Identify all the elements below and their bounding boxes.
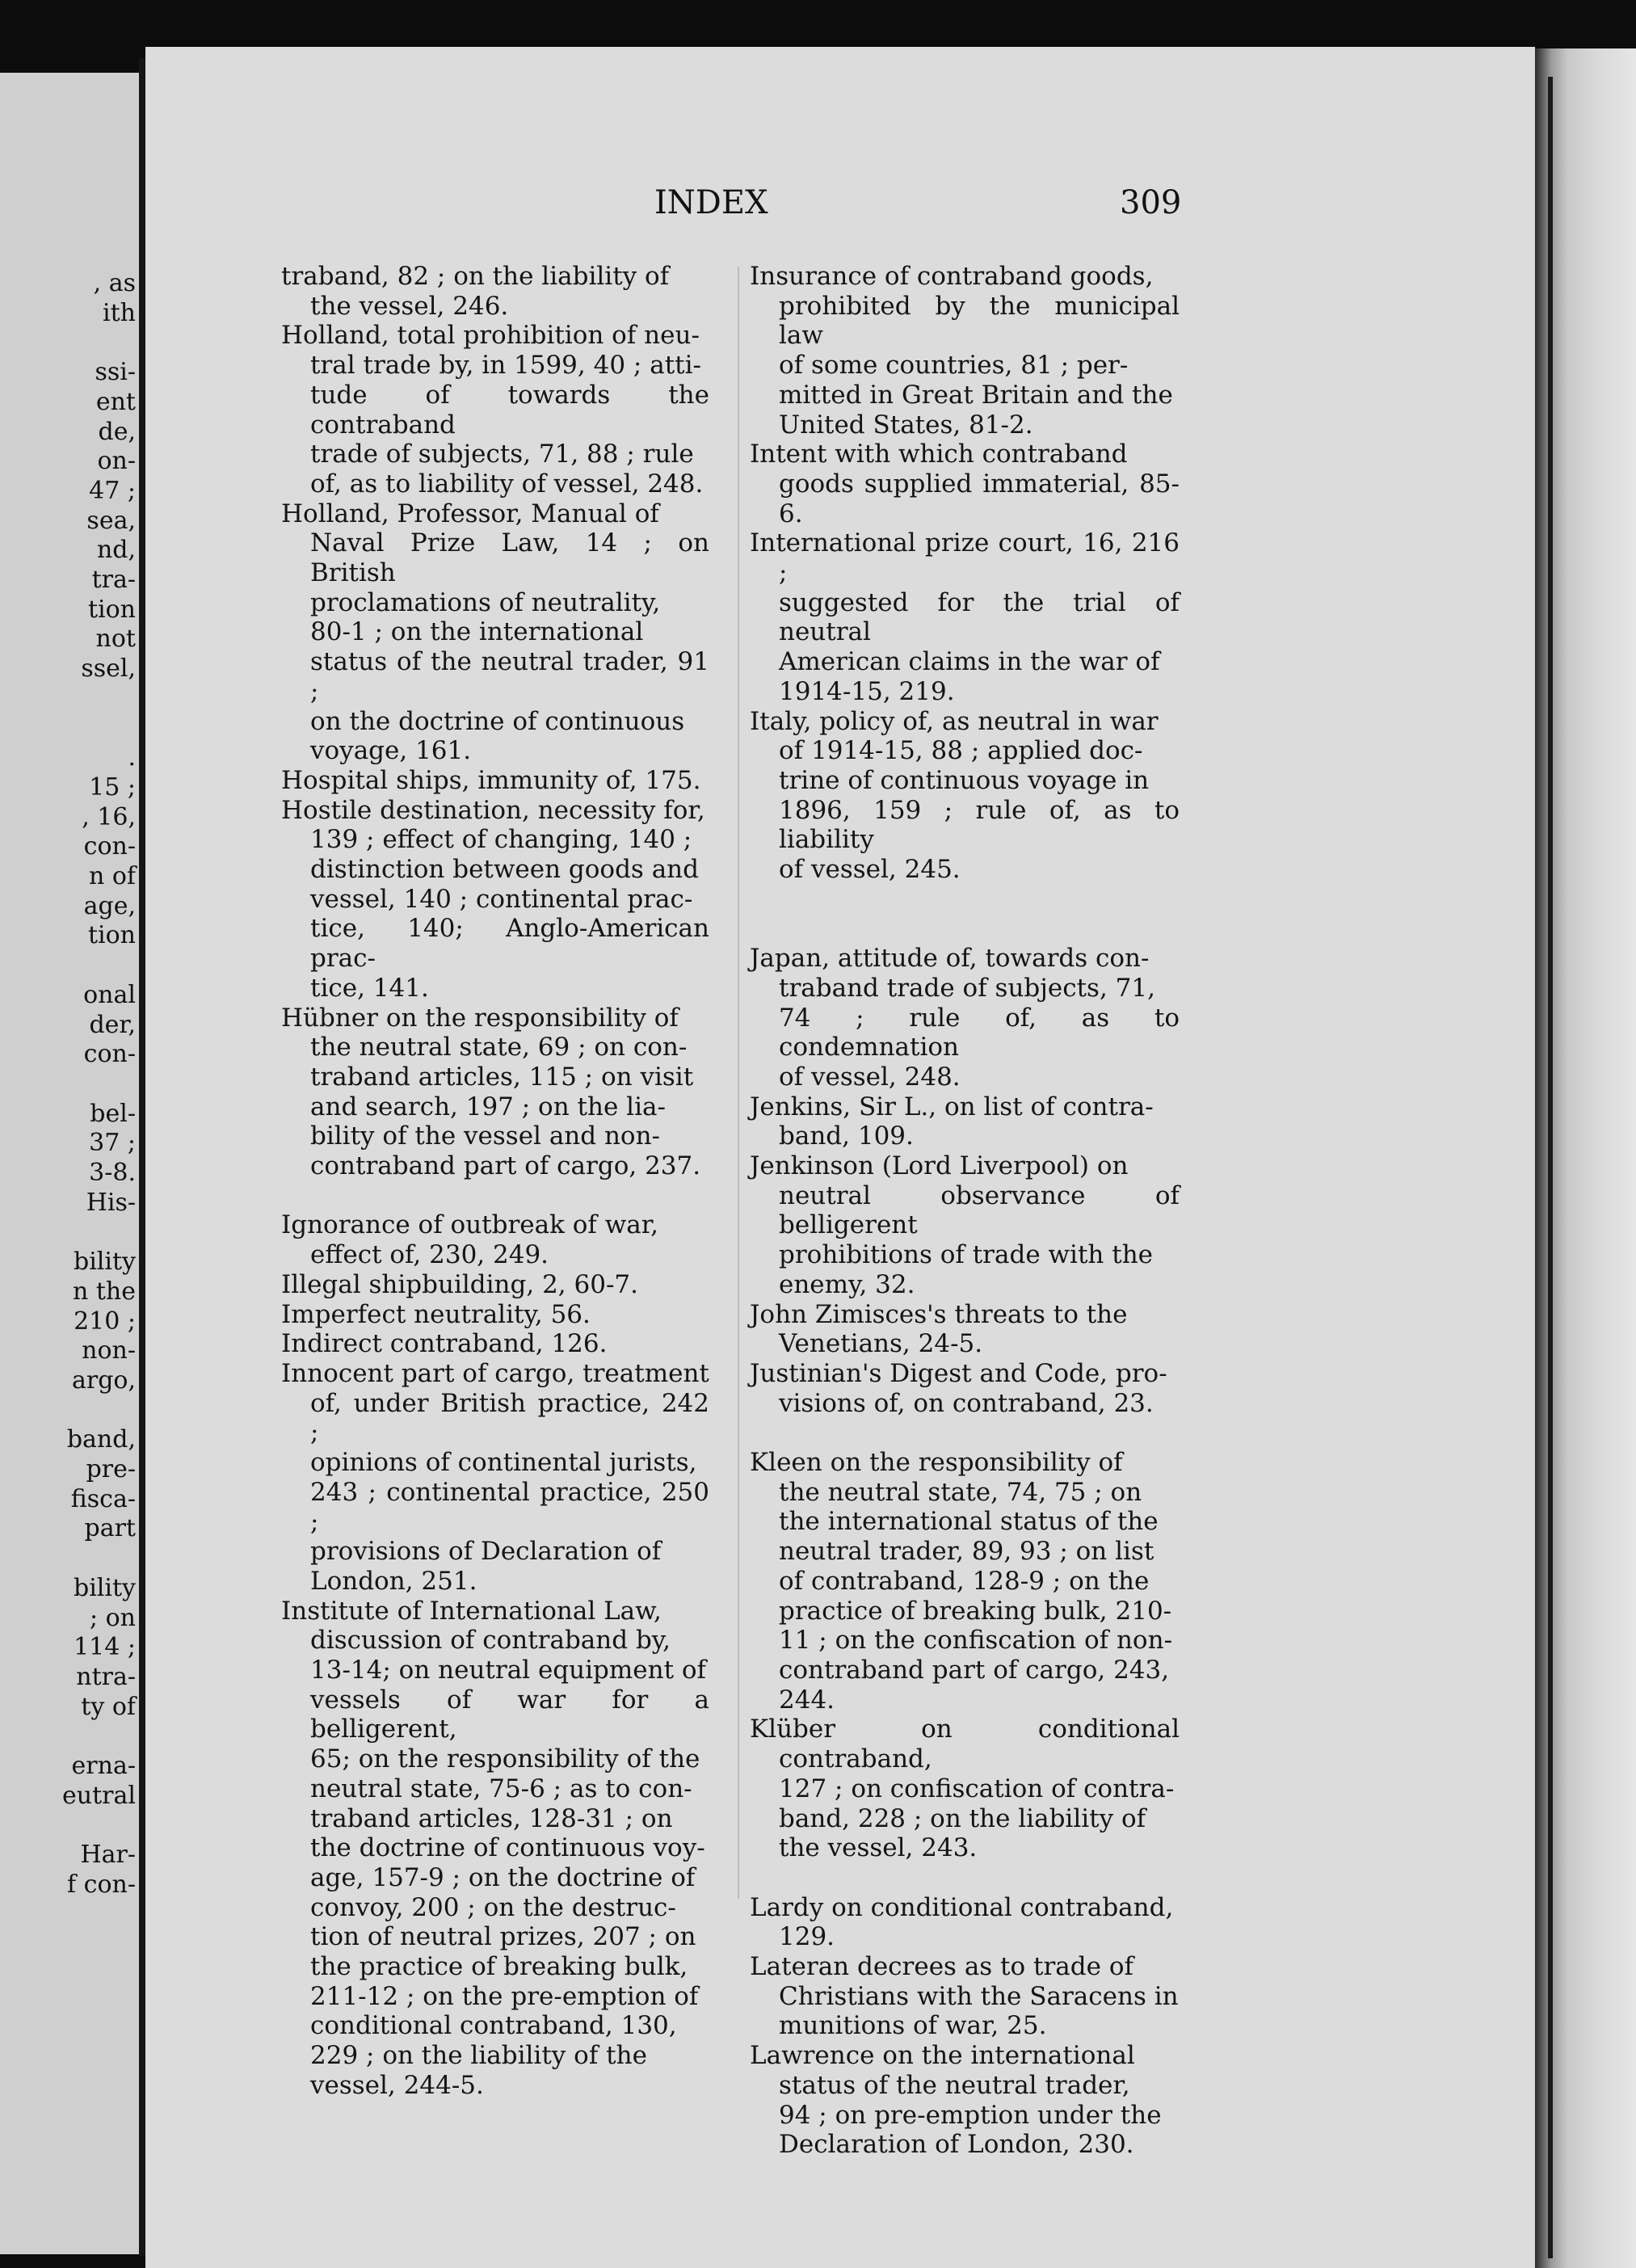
facing-page-line: 114 ;	[74, 1633, 136, 1662]
facing-page-line: de,	[98, 417, 136, 446]
facing-page-line: ntra-	[76, 1662, 136, 1691]
facing-page-line: f con-	[67, 1870, 136, 1899]
index-entry: Holland, total prohibition of neu- tral trade by, in 1599, 40 ; atti- tude of towards the contraband trade of subjects, 71, 88 ; rule of, as to liability of vessel, 248.	[281, 321, 709, 499]
index-entry: Hostile destination, necessity for, 139 ; effect of changing, 140 ; distinction between goods and vessel, 140 ; continental prac- tice, 140; Anglo-American prac- tice, 141.	[281, 795, 709, 1003]
book-gutter	[139, 58, 145, 2256]
facing-page-line: ith	[103, 298, 136, 327]
index-entry: Lateran decrees as to trade of Christians with the Saracens in munitions of war, 25.	[750, 1952, 1179, 2041]
section-gap	[750, 914, 1180, 944]
index-entry: Japan, attitude of, towards con- traband trade of subjects, 71, 74 ; rule of, as to condemnation of vessel, 248.	[750, 944, 1180, 1092]
index-entry: John Zimisces's threats to the Venetians, 24-5.	[750, 1299, 1128, 1359]
index-entry: Jenkinson (Lord Liverpool) on neutral observance of belligerent prohibitions of trade with the enemy, 32.	[750, 1151, 1180, 1299]
page-title: INDEX	[654, 184, 768, 221]
facing-page-line: ; on	[89, 1603, 136, 1632]
index-entry: Indirect contraband, 126.	[281, 1329, 608, 1359]
facing-page-line: fisca-	[70, 1484, 136, 1513]
facing-page-line: tra-	[91, 566, 136, 594]
facing-page-line: bility	[74, 1573, 136, 1602]
column-divider	[738, 267, 739, 1899]
facing-page-line: sea,	[86, 506, 136, 535]
facing-page-line: eutral	[62, 1781, 136, 1810]
facing-page-line: n of	[88, 862, 136, 890]
facing-page-line: n the	[73, 1277, 136, 1306]
facing-page-line: His-	[86, 1188, 136, 1217]
section-gap	[750, 885, 1180, 915]
index-entry: Hospital ships, immunity of, 175.	[281, 765, 701, 795]
facing-page-line: 210 ;	[74, 1307, 136, 1336]
index-entry: Intent with which contraband goods supplied immaterial, 85-6.	[750, 440, 1180, 528]
index-entry: Justinian's Digest and Code, pro- visions of, on contraband, 23.	[750, 1358, 1167, 1418]
facing-page-line: 47 ;	[89, 476, 136, 505]
index-entry: International prize court, 16, 216 ; suggested for the trial of neutral American claims in the war of 1914-15, 219.	[750, 528, 1180, 706]
facing-page-line: band,	[66, 1425, 136, 1454]
index-entry: Jenkins, Sir L., on list of contra- band, 109.	[750, 1092, 1154, 1151]
index-column-left	[281, 262, 709, 2101]
index-entry: Holland, Professor, Manual of Naval Prize Law, 14 ; on British proclamations of neutrality, 80-1 ; on the international status of the neutral trader, 91 ; on the doctrine of continuous voyage, 161.	[281, 499, 709, 766]
facing-page-line: age,	[83, 891, 136, 920]
index-entry: Lawrence on the international status of the neutral trader, 94 ; on pre-emption under the Declaration of London, 230.	[750, 2041, 1162, 2160]
facing-page-line: 3-8.	[89, 1159, 136, 1187]
index-entry: Illegal shipbuilding, 2, 60-7.	[281, 1269, 638, 1299]
index-entry: Imperfect neutrality, 56.	[281, 1299, 591, 1329]
index-entry: traband, 82 ; on the liability of the vessel, 246.	[281, 262, 670, 321]
facing-page-line: bel-	[90, 1099, 136, 1128]
facing-page-line: part	[84, 1514, 136, 1543]
facing-page-line: , 16,	[82, 802, 136, 831]
facing-page-line: 15 ;	[89, 772, 136, 802]
section-gap	[750, 1863, 1180, 1893]
index-entry: Institute of International Law, discussion of contraband by, 13-14; on neutral equipment of vessels of war for a belligerent, 65; on the responsibility of the neutral state, 75-6 ; as to con- traband articles, 128-31 ; on the doctrine of continuous voy- age, 157-9 ; on the doctrine of convoy, 200 ; on the destruc- tion of neutral prizes, 207 ; on the practice of breaking bulk, 211-12 ; on the pre-emption of conditional contraband, 130, 229 ; on the liability of the vessel, 244-5.	[281, 1596, 709, 2100]
facing-page-line: on-	[97, 447, 136, 476]
index-entry: Hübner on the responsibility of the neutral state, 69 ; on con- traband articles, 115 ; on visit and search, 197 ; on the lia- bility of the vessel and non- contraband part of cargo, 237.	[281, 1003, 701, 1181]
index-entry: Klüber on conditional contraband, 127 ; on confiscation of contra- band, 228 ; on the liability of the vessel, 243.	[750, 1715, 1180, 1863]
facing-page-line: argo,	[71, 1365, 136, 1395]
facing-page-line: Har-	[80, 1841, 136, 1870]
facing-page-line: tion	[87, 595, 136, 624]
facing-page-line: .	[128, 743, 136, 772]
index-entry: Italy, policy of, as neutral in war of 1914-15, 88 ; applied doc- trine of continuous voyage in 1896, 159 ; rule of, as to liability of vessel, 245.	[750, 706, 1180, 885]
facing-page-line: onal	[83, 980, 136, 1009]
facing-page-line: not	[95, 625, 136, 654]
index-entry: Innocent part of cargo, treatment of, under British practice, 242 ; opinions of continental jurists, 243 ; continental practice, 250 ; provisions of Declaration of London, 251.	[281, 1359, 709, 1596]
facing-page-line: ssel,	[81, 654, 136, 684]
facing-page-line: bility	[74, 1248, 136, 1277]
facing-page-line: con-	[83, 1040, 136, 1069]
index-entry: Ignorance of outbreak of war, effect of, 230, 249.	[281, 1210, 659, 1270]
index-column-right	[750, 262, 1180, 2160]
facing-page-line: non-	[82, 1336, 136, 1365]
facing-page-line: erna-	[71, 1752, 136, 1780]
index-entry: Lardy on conditional contraband, 129.	[750, 1892, 1174, 1952]
section-gap	[750, 1418, 1180, 1448]
facing-page-line: pre-	[86, 1455, 136, 1483]
index-entry: Insurance of contraband goods, prohibited by the municipal law of some countries, 81 ; per- mitted in Great Britain and the United States, 81-2.	[750, 262, 1180, 440]
page-edge-shadow	[1548, 77, 1553, 2258]
facing-page-line: ty of	[81, 1692, 136, 1721]
page-number: 309	[1120, 184, 1182, 221]
facing-page-line: 37 ;	[89, 1129, 136, 1158]
facing-page-line: con-	[83, 832, 136, 861]
facing-page-line: ent	[95, 387, 136, 416]
facing-page-line: tion	[87, 921, 136, 950]
index-entry: Kleen on the responsibility of the neutral state, 74, 75 ; on the international status of the neutral trader, 89, 93 ; on list of contraband, 128-9 ; on the practice of breaking bulk, 210- 11 ; on the confiscation of non- contraband part of cargo, 243, 244.	[750, 1448, 1173, 1715]
facing-page-line: der,	[89, 1010, 136, 1039]
facing-page-line: ssi-	[95, 358, 136, 387]
facing-page-line: , as	[93, 269, 136, 297]
section-gap	[281, 1181, 709, 1211]
facing-page-line: nd,	[96, 536, 136, 565]
